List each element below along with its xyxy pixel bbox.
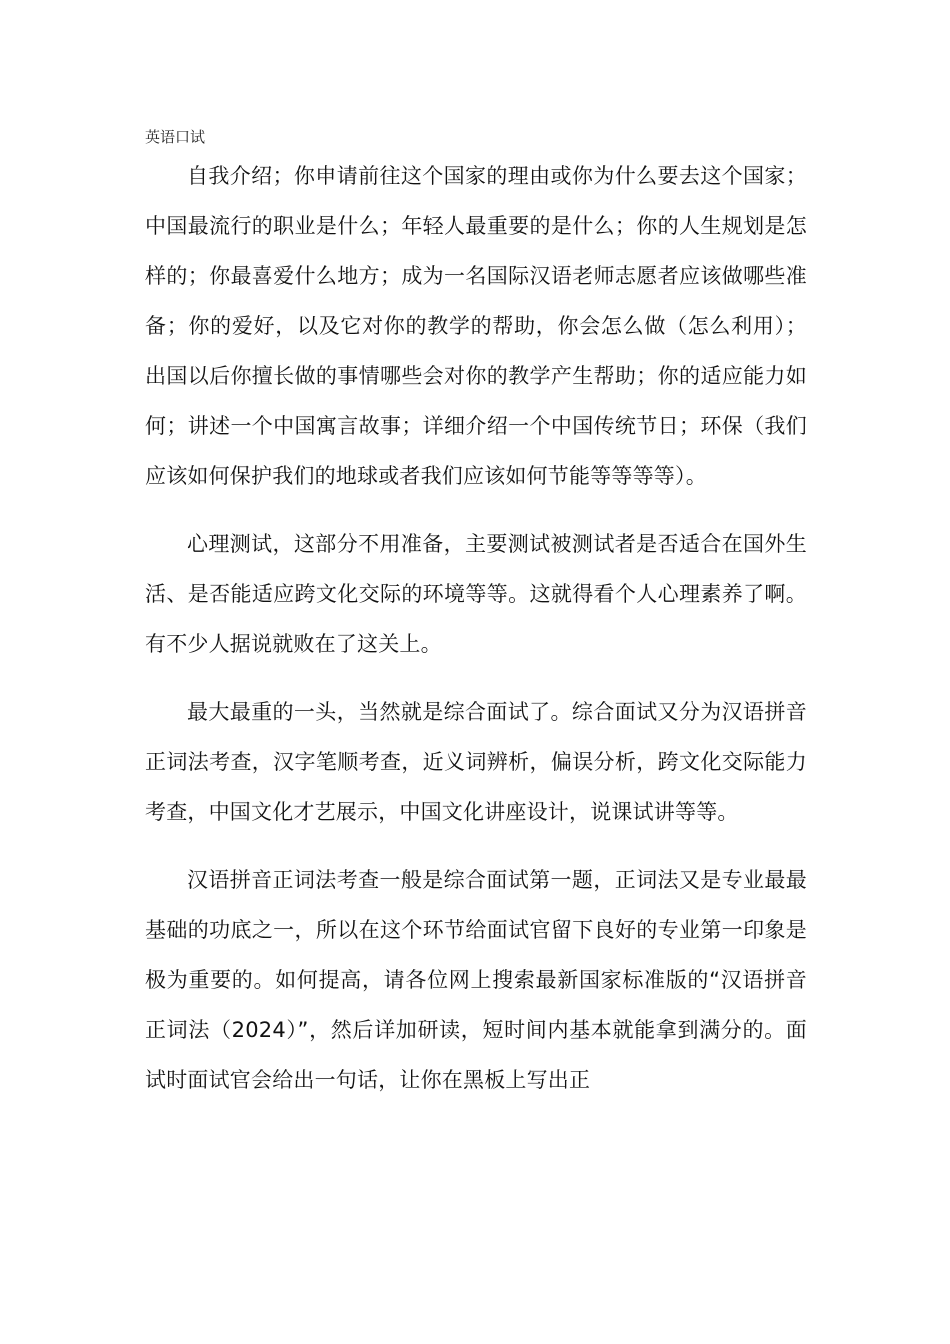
section-heading: 英语口试 (145, 128, 206, 146)
paragraph-pinyin-orthography: 汉语拼音正词法考查一般是综合面试第一题，正词法又是专业最最基础的功底之一，所以在这个环节给面试官留下良好的专业第一印象是极为重要的。如何提高，请各位网上搜索最新国家标准版的“汉语拼音正词法（2024）”，然后详加研读，短时间内基本就能拿到满分的。面试时面试官会给出一句话，让你在黑板上写出正 (145, 868, 807, 1092)
paragraph-comprehensive-interview: 最大最重的一头，当然就是综合面试了。综合面试又分为汉语拼音正词法考查，汉字笔顺考查，近义词辨析，偏误分析，跨文化交际能力考查，中国文化才艺展示，中国文化讲座设计，说课试讲等等。 (145, 700, 807, 824)
paragraph-psychological-test: 心理测试，这部分不用准备，主要测试被测试者是否适合在国外生活、是否能适应跨文化交际的环境等等。这就得看个人心理素养了啊。有不少人据说就败在了这关上。 (145, 532, 807, 656)
paragraph-english-oral-topics: 自我介绍；你申请前往这个国家的理由或你为什么要去这个国家；中国最流行的职业是什么；年轻人最重要的是什么；你的人生规划是怎样的；你最喜爱什么地方；成为一名国际汉语老师志愿者应该做哪些准备；你的爱好，以及它对你的教学的帮助，你会怎么做（怎么利用）；出国以后你擅长做的事情哪些会对你的教学产生帮助；你的适应能力如何；讲述一个中国寓言故事；详细介绍一个中国传统节日；环保（我们应该如何保护我们的地球或者我们应该如何节能等等等等）。 (145, 164, 807, 488)
body-text (145, 151, 807, 1123)
